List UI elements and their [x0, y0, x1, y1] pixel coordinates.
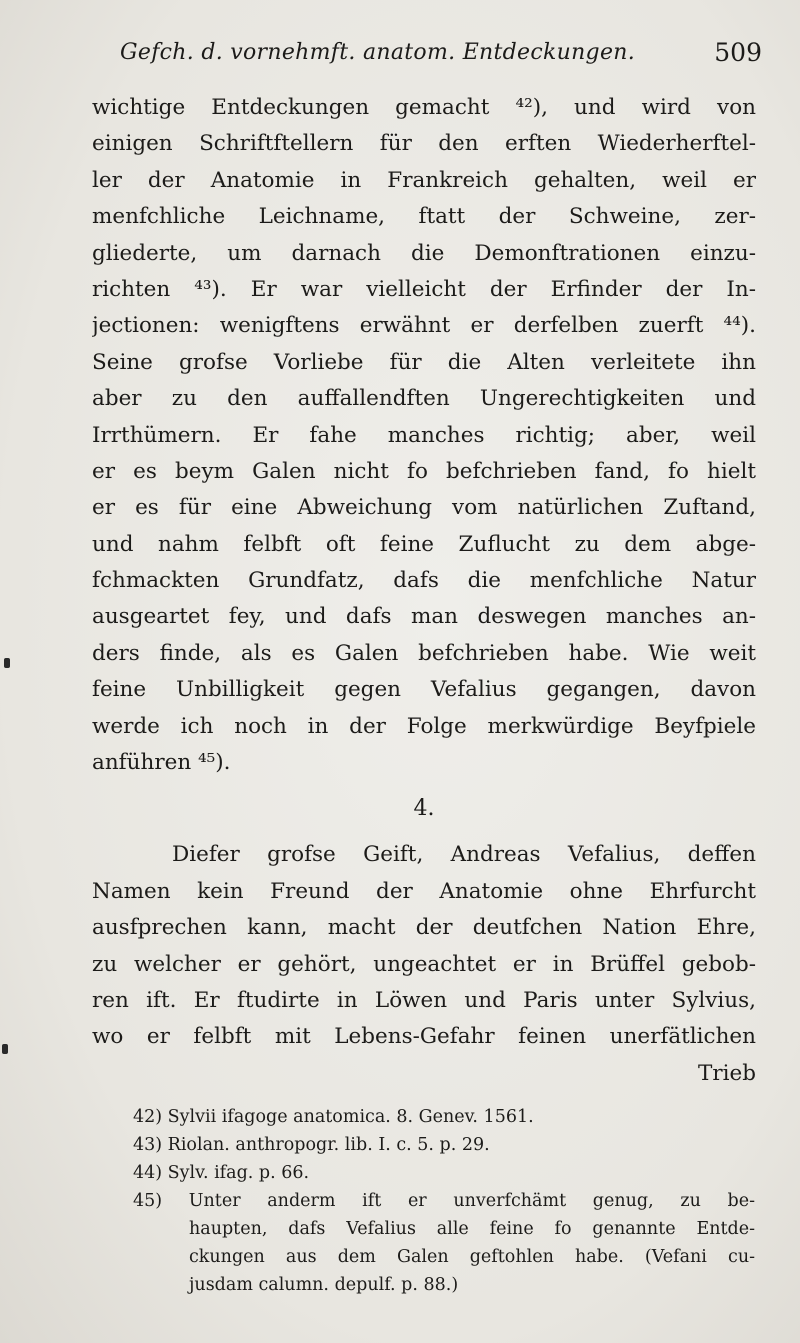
section-number: 4. [413, 796, 435, 822]
text-line: jectionen: wenigftens erwähnt er derfelben zuerft ⁴⁴). [92, 313, 756, 339]
text-line: feine Unbilligkeit gegen Vefalius gegangen, davon [92, 677, 756, 703]
footnote: 44) Sylv. ifag. p. 66. [133, 1163, 310, 1183]
running-title: Gefch. d. vornehmft. anatom. Entdeckungen. [120, 40, 636, 65]
text-line: werde ich noch in der Folge merkwürdige Beyfpiele [92, 713, 756, 739]
text-line: Namen kein Freund der Anatomie ohne Ehrfurcht [92, 878, 756, 904]
text-line: ler der Anatomie in Frankreich gehalten, weil er [92, 167, 756, 193]
text-line: wichtige Entdeckungen gemacht ⁴²), und wird von [92, 95, 756, 120]
footnote: 45) Unter anderm ift er unverfchämt genug, zu be- [133, 1191, 755, 1211]
text-line: aber zu den auffallendften Ungerechtigkeiten und [92, 386, 756, 412]
text-line: fchmackten Grundfatz, dafs die menfchliche Natur [92, 568, 756, 594]
text-line: ausfprechen kann, macht der deutfchen Nation Ehre, [92, 915, 756, 941]
text-line: ausgeartet fey, und dafs man deswegen manches an- [92, 604, 756, 630]
text-line: und nahm felbft oft feine Zuflucht zu dem abge- [92, 531, 756, 557]
text-line: zu welcher er gehört, ungeachtet er in Brüffel gebob- [92, 951, 756, 977]
text-line: ders finde, als es Galen befchrieben habe. Wie weit [92, 640, 756, 666]
main-text [92, 90, 756, 1092]
catchword: Trieb [698, 1060, 756, 1086]
page-number: 509 [714, 38, 762, 67]
margin-mark [2, 1044, 8, 1054]
page-header [120, 34, 762, 74]
footnotes [133, 1103, 755, 1299]
text-line: menfchliche Leichname, ftatt der Schweine, zer- [92, 204, 756, 230]
text-line: Seine grofse Vorliebe für die Alten verleitete ihn [92, 349, 756, 375]
footnote: 43) Riolan. anthropogr. lib. I. c. 5. p. 29. [133, 1135, 490, 1155]
footnote-continuation: haupten, dafs Vefalius alle feine fo genannte Entde- [189, 1219, 755, 1239]
text-line: Irrthümern. Er fahe manches richtig; aber, weil [92, 422, 756, 448]
text-line: einigen Schriftftellern für den erften Wiederherftel- [92, 131, 756, 157]
margin-mark [4, 658, 10, 668]
footnote-continuation: jusdam calumn. depulf. p. 88.) [189, 1275, 459, 1295]
text-line: er es beym Galen nicht fo befchrieben fand, fo hielt [92, 458, 756, 484]
text-line: ren ift. Er ftudirte in Löwen und Paris unter Sylvius, [92, 987, 756, 1013]
footnote: 42) Sylvii ifagoge anatomica. 8. Genev. 1561. [133, 1107, 534, 1127]
text-line: er es für eine Abweichung vom natürlichen Zuftand, [92, 495, 756, 521]
text-line: anführen ⁴⁵). [92, 750, 231, 776]
text-line: Diefer grofse Geift, Andreas Vefalius, deffen [172, 842, 756, 868]
text-line: gliederte, um darnach die Demonftrationen einzu- [92, 240, 756, 266]
footnote-continuation: ckungen aus dem Galen geftohlen habe. (Vefani cu- [189, 1247, 755, 1267]
text-line: richten ⁴³). Er war vielleicht der Erfinder der In- [92, 276, 756, 302]
text-line: wo er felbft mit Lebens-Gefahr feinen unerfätlichen [92, 1024, 756, 1050]
